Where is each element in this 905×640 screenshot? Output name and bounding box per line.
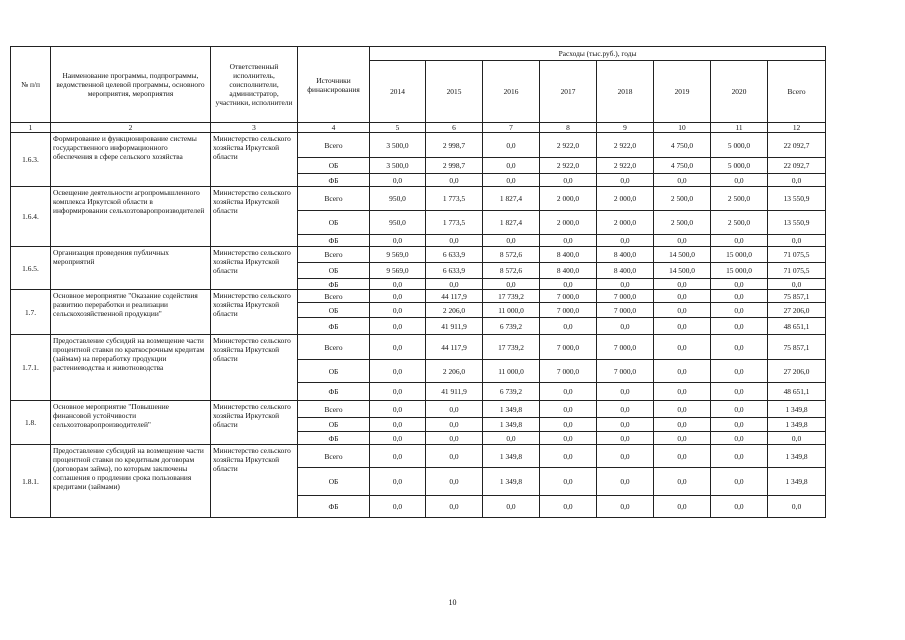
year-value: 7 000,0: [597, 335, 654, 360]
year-value: 0,0: [540, 318, 597, 335]
year-value: 2 500,0: [654, 187, 711, 211]
funding-source: ОБ: [298, 211, 370, 235]
year-value: 0,0: [711, 418, 768, 432]
year-value: 950,0: [370, 187, 426, 211]
year-value: 0,0: [654, 290, 711, 303]
header-year: 2018: [597, 61, 654, 123]
year-value: 0,0: [540, 468, 597, 496]
year-value: 0,0: [426, 418, 483, 432]
year-value: 1 349,8: [483, 418, 540, 432]
year-value: 0,0: [711, 318, 768, 335]
funding-source: ФБ: [298, 432, 370, 445]
year-value: 0,0: [483, 133, 540, 158]
year-value: 950,0: [370, 211, 426, 235]
row-number: 1.8.: [11, 401, 51, 445]
header-expenses: Расходы (тыс.руб.), годы: [370, 47, 826, 61]
year-value: 0,0: [370, 279, 426, 290]
year-value: 0,0: [540, 279, 597, 290]
year-value: 0,0: [654, 318, 711, 335]
total-value: 27 206,0: [768, 303, 826, 318]
year-value: 3 500,0: [370, 158, 426, 174]
year-value: 0,0: [540, 418, 597, 432]
year-value: 0,0: [370, 335, 426, 360]
year-value: 0,0: [597, 445, 654, 468]
year-value: 0,0: [711, 496, 768, 518]
total-value: 1 349,8: [768, 418, 826, 432]
measure-name: Основное мероприятие "Оказание содействия развитию переработки и реализации сельскохозяйственной продукции": [51, 290, 211, 335]
total-value: 0,0: [768, 235, 826, 247]
row-number: 1.7.1.: [11, 335, 51, 401]
year-value: 2 500,0: [711, 211, 768, 235]
year-value: 0,0: [426, 496, 483, 518]
year-value: 0,0: [540, 235, 597, 247]
year-value: 14 500,0: [654, 247, 711, 263]
year-value: 0,0: [370, 418, 426, 432]
year-value: 14 500,0: [654, 263, 711, 279]
column-index: 12: [768, 123, 826, 133]
header-responsible: Ответственный исполнитель, соисполнители, администратор, участники, исполнители: [211, 47, 298, 123]
year-value: 0,0: [597, 401, 654, 418]
year-value: 0,0: [654, 279, 711, 290]
year-value: 0,0: [711, 432, 768, 445]
column-index: 7: [483, 123, 540, 133]
funding-source: ОБ: [298, 468, 370, 496]
year-value: 0,0: [654, 383, 711, 401]
total-value: 48 651,1: [768, 383, 826, 401]
year-value: 2 922,0: [597, 133, 654, 158]
column-index: 4: [298, 123, 370, 133]
total-value: 1 349,8: [768, 445, 826, 468]
year-value: 0,0: [370, 496, 426, 518]
year-value: 6 633,9: [426, 247, 483, 263]
total-value: 27 206,0: [768, 360, 826, 383]
year-value: 7 000,0: [597, 360, 654, 383]
year-value: 0,0: [370, 174, 426, 187]
table-row: [11, 445, 826, 468]
total-value: 0,0: [768, 432, 826, 445]
year-value: 7 000,0: [540, 290, 597, 303]
row-number: 1.6.3.: [11, 133, 51, 187]
year-value: 0,0: [370, 303, 426, 318]
year-value: 0,0: [483, 174, 540, 187]
funding-source: Всего: [298, 133, 370, 158]
header-source: Источники финансирования: [298, 47, 370, 123]
year-value: 8 572,6: [483, 263, 540, 279]
year-value: 44 117,9: [426, 290, 483, 303]
year-value: 0,0: [711, 445, 768, 468]
year-value: 0,0: [426, 432, 483, 445]
year-value: 2 998,7: [426, 133, 483, 158]
table-row: [11, 187, 826, 211]
header-year: 2015: [426, 61, 483, 123]
total-value: 71 075,5: [768, 247, 826, 263]
year-value: 0,0: [483, 279, 540, 290]
responsible-executor: Министерство сельского хозяйства Иркутской области: [211, 335, 298, 401]
year-value: 2 998,7: [426, 158, 483, 174]
year-value: 0,0: [540, 496, 597, 518]
table-row: [11, 335, 826, 360]
year-value: 0,0: [370, 383, 426, 401]
funding-source: ФБ: [298, 235, 370, 247]
year-value: 7 000,0: [540, 335, 597, 360]
year-value: 9 569,0: [370, 263, 426, 279]
header-num: № п/п: [11, 47, 51, 123]
year-value: 0,0: [597, 418, 654, 432]
year-value: 0,0: [711, 174, 768, 187]
row-number: 1.6.5.: [11, 247, 51, 290]
year-value: 17 739,2: [483, 335, 540, 360]
total-value: 71 075,5: [768, 263, 826, 279]
year-value: 0,0: [711, 279, 768, 290]
year-value: 7 000,0: [540, 360, 597, 383]
year-value: 0,0: [597, 383, 654, 401]
year-value: 0,0: [654, 445, 711, 468]
year-value: 0,0: [597, 174, 654, 187]
year-value: 0,0: [597, 432, 654, 445]
year-value: 8 400,0: [540, 263, 597, 279]
year-value: 0,0: [654, 496, 711, 518]
year-value: 0,0: [654, 360, 711, 383]
funding-source: Всего: [298, 335, 370, 360]
year-value: 0,0: [540, 383, 597, 401]
year-value: 0,0: [370, 432, 426, 445]
funding-source: ФБ: [298, 383, 370, 401]
year-value: 0,0: [711, 235, 768, 247]
year-value: 0,0: [597, 496, 654, 518]
funding-source: Всего: [298, 290, 370, 303]
responsible-executor: Министерство сельского хозяйства Иркутской области: [211, 445, 298, 518]
year-value: 0,0: [540, 445, 597, 468]
year-value: 5 000,0: [711, 133, 768, 158]
measure-name: Предоставление субсидий на возмещение части процентной ставки по краткосрочным кредитам (займам) на переработку продукции растениеводства и животноводства: [51, 335, 211, 401]
measure-name: Формирование и функционирование системы государственного информационного обеспечения в сфере сельского хозяйства: [51, 133, 211, 187]
year-value: 1 349,8: [483, 468, 540, 496]
column-index: 11: [711, 123, 768, 133]
responsible-executor: Министерство сельского хозяйства Иркутской области: [211, 133, 298, 187]
year-value: 0,0: [426, 174, 483, 187]
budget-table: [10, 46, 826, 518]
year-value: 1 349,8: [483, 401, 540, 418]
year-value: 0,0: [426, 445, 483, 468]
year-value: 0,0: [654, 235, 711, 247]
year-value: 11 000,0: [483, 303, 540, 318]
total-value: 13 550,9: [768, 187, 826, 211]
total-value: 22 092,7: [768, 133, 826, 158]
year-value: 2 000,0: [540, 187, 597, 211]
funding-source: ОБ: [298, 303, 370, 318]
year-value: 1 827,4: [483, 211, 540, 235]
year-value: 0,0: [483, 158, 540, 174]
column-index: 9: [597, 123, 654, 133]
year-value: 0,0: [370, 360, 426, 383]
year-value: 6 633,9: [426, 263, 483, 279]
year-value: 11 000,0: [483, 360, 540, 383]
column-index: 8: [540, 123, 597, 133]
year-value: 0,0: [370, 401, 426, 418]
year-value: 0,0: [426, 401, 483, 418]
header-total: Всего: [768, 61, 826, 123]
year-value: 0,0: [654, 401, 711, 418]
year-value: 0,0: [370, 318, 426, 335]
year-value: 8 400,0: [597, 247, 654, 263]
year-value: 0,0: [370, 290, 426, 303]
year-value: 1 773,5: [426, 187, 483, 211]
table-row: [11, 290, 826, 303]
funding-source: ФБ: [298, 318, 370, 335]
year-value: 41 911,9: [426, 318, 483, 335]
year-value: 0,0: [654, 335, 711, 360]
measure-name: Организация проведения публичных мероприятий: [51, 247, 211, 290]
year-value: 2 500,0: [654, 211, 711, 235]
year-value: 0,0: [370, 235, 426, 247]
year-value: 0,0: [483, 496, 540, 518]
funding-source: ОБ: [298, 418, 370, 432]
year-value: 4 750,0: [654, 133, 711, 158]
year-value: 8 400,0: [597, 263, 654, 279]
year-value: 0,0: [597, 318, 654, 335]
year-value: 0,0: [370, 445, 426, 468]
year-value: 8 572,6: [483, 247, 540, 263]
year-value: 2 922,0: [540, 133, 597, 158]
total-value: 1 349,8: [768, 401, 826, 418]
year-value: 0,0: [711, 303, 768, 318]
page-number: 10: [448, 598, 457, 607]
header-year: 2016: [483, 61, 540, 123]
header-year: 2019: [654, 61, 711, 123]
total-value: 75 857,1: [768, 335, 826, 360]
year-value: 1 827,4: [483, 187, 540, 211]
year-value: 0,0: [711, 360, 768, 383]
year-value: 0,0: [370, 468, 426, 496]
year-value: 0,0: [654, 468, 711, 496]
year-value: 0,0: [483, 235, 540, 247]
funding-source: ФБ: [298, 174, 370, 187]
year-value: 0,0: [597, 468, 654, 496]
column-index: 10: [654, 123, 711, 133]
row-number: 1.7.: [11, 290, 51, 335]
measure-name: Основное мероприятие "Повышение финансовой устойчивости сельхозтоваропроизводителей": [51, 401, 211, 445]
year-value: 9 569,0: [370, 247, 426, 263]
total-value: 13 550,9: [768, 211, 826, 235]
row-number: 1.6.4.: [11, 187, 51, 247]
year-value: 7 000,0: [597, 303, 654, 318]
total-value: 48 651,1: [768, 318, 826, 335]
year-value: 0,0: [426, 468, 483, 496]
column-index: 3: [211, 123, 298, 133]
total-value: 0,0: [768, 496, 826, 518]
year-value: 1 773,5: [426, 211, 483, 235]
funding-source: ОБ: [298, 360, 370, 383]
year-value: 0,0: [711, 401, 768, 418]
year-value: 4 750,0: [654, 158, 711, 174]
year-value: 2 206,0: [426, 303, 483, 318]
year-value: 0,0: [711, 335, 768, 360]
year-value: 8 400,0: [540, 247, 597, 263]
year-value: 2 000,0: [540, 211, 597, 235]
year-value: 15 000,0: [711, 263, 768, 279]
header-year: 2020: [711, 61, 768, 123]
year-value: 7 000,0: [597, 290, 654, 303]
column-index: 1: [11, 123, 51, 133]
total-value: 0,0: [768, 279, 826, 290]
table-row: [11, 247, 826, 263]
total-value: 1 349,8: [768, 468, 826, 496]
year-value: 0,0: [711, 290, 768, 303]
header-name: Наименование программы, подпрограммы, ведомственной целевой программы, основного мероприятия, мероприятия: [51, 47, 211, 123]
year-value: 0,0: [654, 174, 711, 187]
year-value: 0,0: [483, 432, 540, 445]
year-value: 3 500,0: [370, 133, 426, 158]
year-value: 0,0: [540, 174, 597, 187]
row-number: 1.8.1.: [11, 445, 51, 518]
header-year: 2017: [540, 61, 597, 123]
column-index: 5: [370, 123, 426, 133]
column-index: 6: [426, 123, 483, 133]
responsible-executor: Министерство сельского хозяйства Иркутской области: [211, 290, 298, 335]
funding-source: ОБ: [298, 158, 370, 174]
year-value: 2 922,0: [540, 158, 597, 174]
year-value: 0,0: [540, 432, 597, 445]
year-value: 5 000,0: [711, 158, 768, 174]
year-value: 44 117,9: [426, 335, 483, 360]
year-value: 2 000,0: [597, 211, 654, 235]
year-value: 0,0: [654, 432, 711, 445]
funding-source: Всего: [298, 445, 370, 468]
responsible-executor: Министерство сельского хозяйства Иркутской области: [211, 187, 298, 247]
year-value: 0,0: [654, 303, 711, 318]
year-value: 2 500,0: [711, 187, 768, 211]
funding-source: Всего: [298, 247, 370, 263]
responsible-executor: Министерство сельского хозяйства Иркутской области: [211, 401, 298, 445]
year-value: 0,0: [711, 468, 768, 496]
year-value: 2 000,0: [597, 187, 654, 211]
table-row: [11, 401, 826, 418]
measure-name: Предоставление субсидий на возмещение части процентной ставки по кредитным договорам (договорам займа), по которым заключены соглашения о продлении срока пользования кредитами (займами): [51, 445, 211, 518]
responsible-executor: Министерство сельского хозяйства Иркутской области: [211, 247, 298, 290]
year-value: 7 000,0: [540, 303, 597, 318]
year-value: 15 000,0: [711, 247, 768, 263]
year-value: 6 739,2: [483, 318, 540, 335]
funding-source: Всего: [298, 187, 370, 211]
year-value: 0,0: [426, 279, 483, 290]
funding-source: ОБ: [298, 263, 370, 279]
measure-name: Освещение деятельности агропромышленного комплекса Иркутской области в информировании сельхозтоваропроизводителей: [51, 187, 211, 247]
table-row: [11, 133, 826, 158]
year-value: 0,0: [597, 235, 654, 247]
year-value: 0,0: [540, 401, 597, 418]
year-value: 17 739,2: [483, 290, 540, 303]
year-value: 0,0: [711, 383, 768, 401]
year-value: 41 911,9: [426, 383, 483, 401]
column-index: 2: [51, 123, 211, 133]
year-value: 0,0: [654, 418, 711, 432]
year-value: 2 922,0: [597, 158, 654, 174]
year-value: 0,0: [426, 235, 483, 247]
year-value: 0,0: [597, 279, 654, 290]
total-value: 75 857,1: [768, 290, 826, 303]
year-value: 2 206,0: [426, 360, 483, 383]
year-value: 1 349,8: [483, 445, 540, 468]
funding-source: Всего: [298, 401, 370, 418]
total-value: 22 092,7: [768, 158, 826, 174]
year-value: 6 739,2: [483, 383, 540, 401]
header-year: 2014: [370, 61, 426, 123]
funding-source: ФБ: [298, 496, 370, 518]
total-value: 0,0: [768, 174, 826, 187]
funding-source: ФБ: [298, 279, 370, 290]
